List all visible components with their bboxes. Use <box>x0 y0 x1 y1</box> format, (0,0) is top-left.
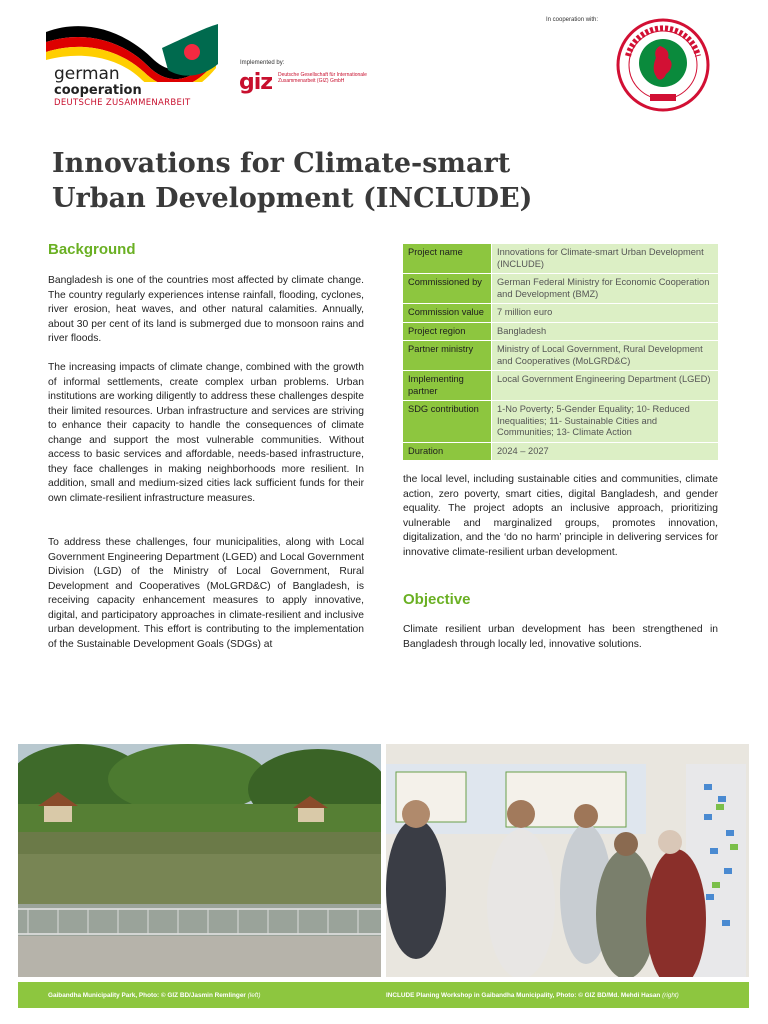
table-key: Duration <box>403 442 492 461</box>
park-pond-photo <box>18 744 381 977</box>
table-value: Innovations for Climate-smart Urban Development (INCLUDE) <box>492 244 719 274</box>
document-title: Innovations for Climate-smart Urban Development (INCLUDE) <box>52 148 533 214</box>
table-value: Bangladesh <box>492 322 719 341</box>
objective-paragraph: Climate resilient urban development has been strengthened in Bangladesh through locally led, innovative solutions. <box>403 624 718 650</box>
table-key: Project name <box>403 244 492 274</box>
workshop-photo <box>386 744 749 977</box>
background-paragraph-3: To address these challenges, four municipalities, along with Local Government Engineering Department (LGED) and Local Government Division (LGD) of the Ministry of Local Government, Rural Development and Cooperatives (MoLGRD&C) of Bangladesh, is receiving capacity enhancement measures to apply innovative, digital, and participatory approaches in climate-resilient and inclusive urban development. This effort is contributing to the implementation of the Sustainable Development Goals (SDGs) at <box>48 537 364 650</box>
table-key: Implementing partner <box>403 371 492 401</box>
project-info-table <box>403 244 718 461</box>
background-heading: Background <box>48 241 136 258</box>
objective-heading: Objective <box>403 591 471 608</box>
table-row <box>403 442 718 461</box>
table-value: 2024 – 2027 <box>492 442 719 461</box>
background-continuation-paragraph: the local level, including sustainable cities and communities, climate action, zero poverty, smart cities, digital Bangladesh, and gender equality. The project adopts an inclusive approach, prioritizing vulnerable and marginalized groups, promotes innovation, digitalization, and the ‘do no harm’ principle in delivering services for innovative climate-resilient urban development. <box>403 474 718 558</box>
table-key: Commission value <box>403 304 492 323</box>
table-row <box>403 274 718 304</box>
table-key: Project region <box>403 322 492 341</box>
table-key: SDG contribution <box>403 401 492 443</box>
giz-logo: giz <box>239 70 273 95</box>
table-value: 7 million euro <box>492 304 719 323</box>
table-key: Partner ministry <box>403 341 492 371</box>
table-row <box>403 244 718 274</box>
caption-left-text: Gaibandha Municipality Park, Photo: © GIZ BD/Jasmin Remlinger <box>48 992 246 999</box>
bangladesh-government-seal-icon <box>616 18 710 112</box>
table-row <box>403 341 718 371</box>
table-value: 1-No Poverty; 5-Gender Equality; 10- Reduced Inequalities; 11- Sustainable Cities and Communities; 13- Climate Action <box>492 401 719 443</box>
table-row <box>403 304 718 323</box>
table-value: German Federal Ministry for Economic Cooperation and Development (BMZ) <box>492 274 719 304</box>
german-cooperation-line1: german <box>54 64 120 84</box>
caption-right-tag: (right) <box>662 992 679 999</box>
table-row <box>403 401 718 443</box>
background-paragraph-1: Bangladesh is one of the countries most affected by climate change. The country regularly experiences intense rainfall, flooding, cyclones, river erosion, heat waves, and other natural calamities. Annually, about 30 per cent of its land is submerged due to monsoon rains and river floods. <box>48 275 364 344</box>
in-cooperation-with-label: In cooperation with: <box>546 17 599 23</box>
table-row <box>403 322 718 341</box>
table-key: Commissioned by <box>403 274 492 304</box>
table-row <box>403 371 718 401</box>
german-cooperation-line2: cooperation <box>54 83 142 98</box>
table-value: Ministry of Local Government, Rural Development and Cooperatives (MoLGRD&C) <box>492 341 719 371</box>
caption-right <box>386 992 679 999</box>
giz-full-name: Deutsche Gesellschaft für Internationale Zusammenarbeit (GIZ) GmbH <box>278 72 367 84</box>
caption-left <box>48 992 260 999</box>
table-value: Local Government Engineering Department (LGED) <box>492 371 719 401</box>
german-cooperation-line3: DEUTSCHE ZUSAMMENARBEIT <box>54 98 191 108</box>
caption-left-tag: (left) <box>247 992 261 999</box>
background-paragraph-2: The increasing impacts of climate change, combined with the growth of informal settlements, create complex urban problems. Urban institutions are working diligently to address these challenges despite their limited resources. Urban infrastructure and services are striving to enhance their capacity to handle the consequences of climate change and support the most vulnerable communities. Without access to basic services and affordable, needs-based infrastructure, they face challenges in making neighborhoods more resilient. In addition, small and medium-sized cities lack sufficient funds for their own climate-resilient infrastructure measures. <box>48 362 364 504</box>
implemented-by-label: Implemented by: <box>240 60 285 66</box>
caption-right-text: INCLUDE Planing Workshop in Gaibandha Municipality, Photo: © GIZ BD/Md. Mehdi Hasan <box>386 992 661 999</box>
